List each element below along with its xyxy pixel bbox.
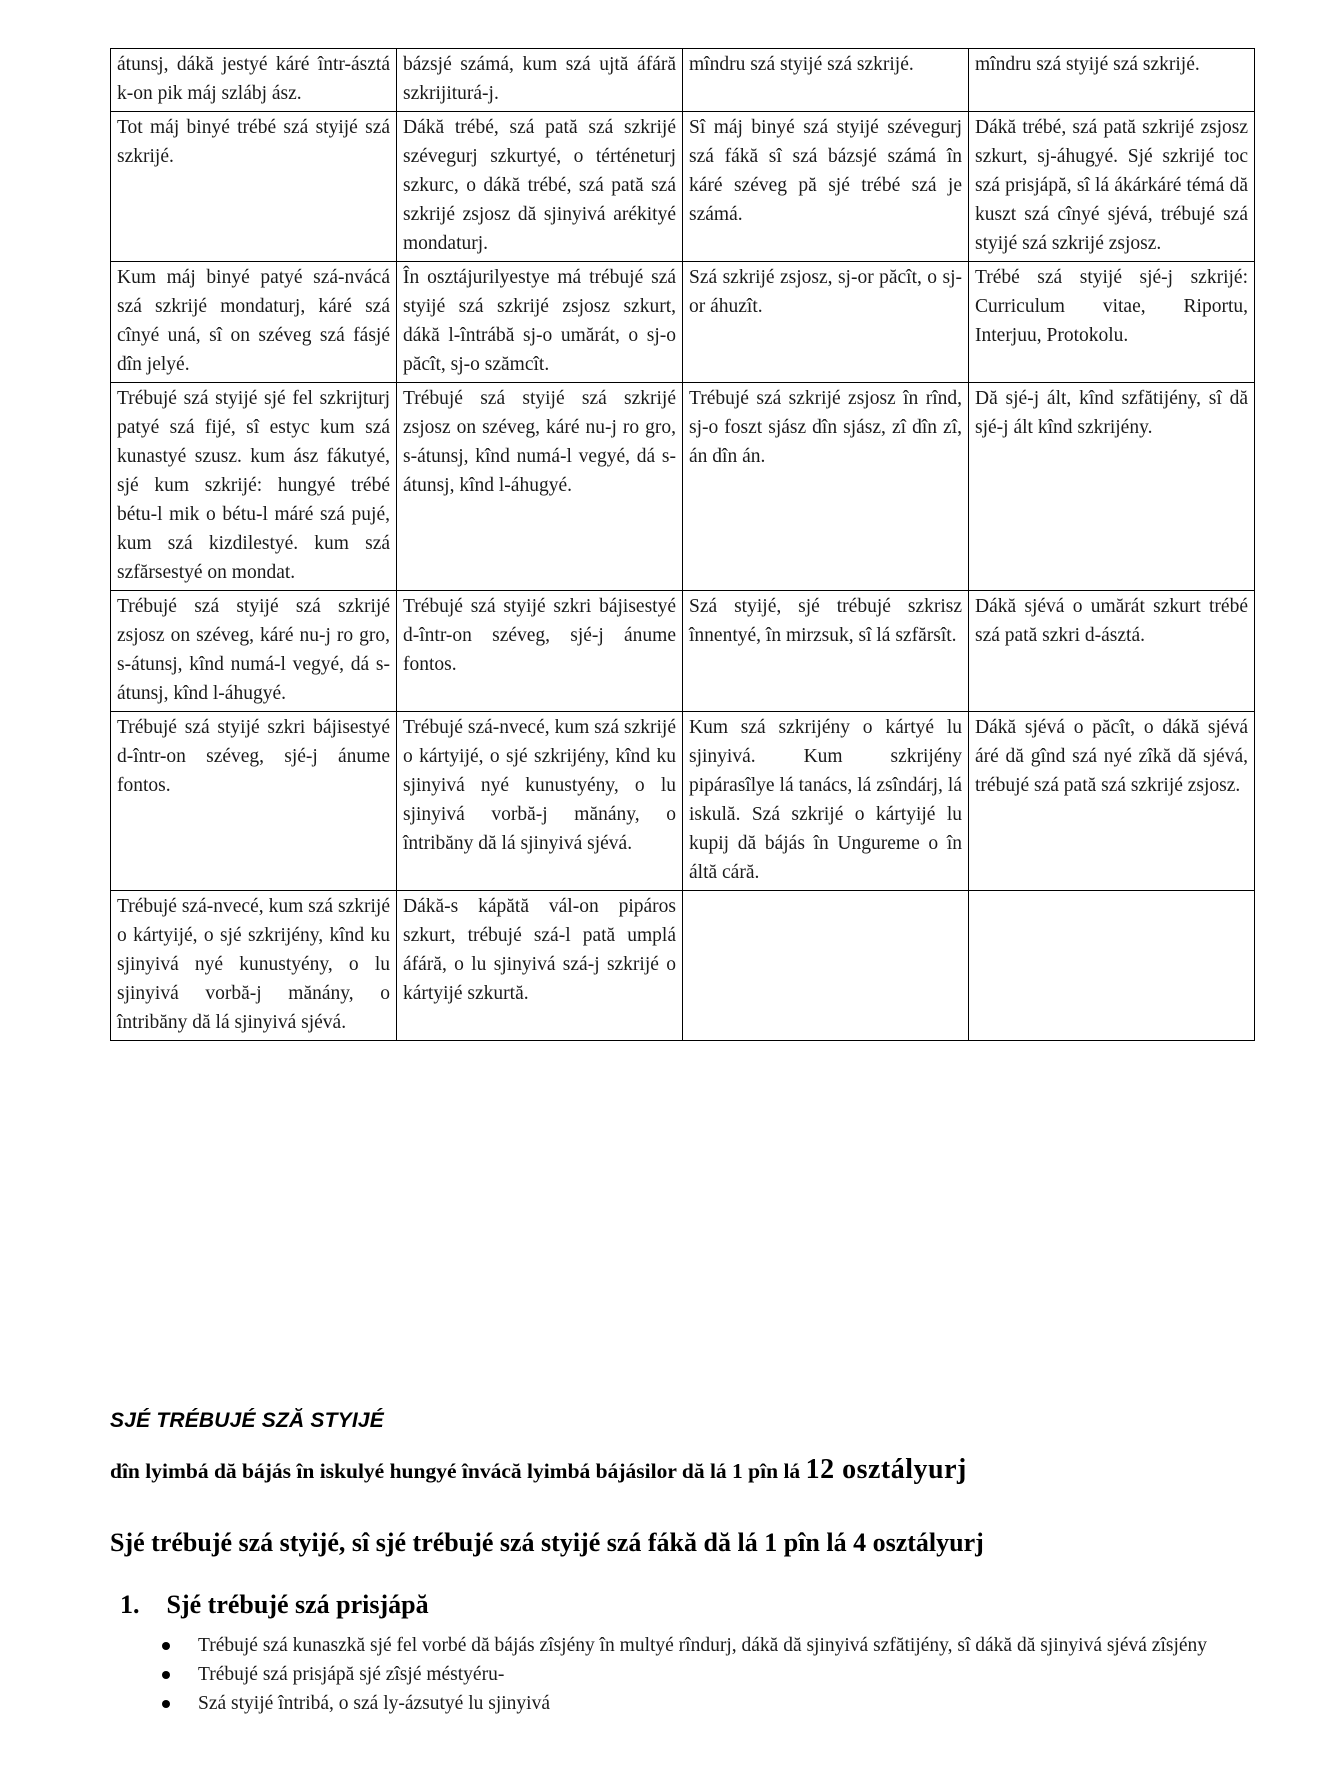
heading-grades: Sjé trébujé szá styijé, sî sjé trébujé szá styijé szá fákă dă lá 1 pîn lá 4 osztályurj [110, 1528, 984, 1557]
table-cell: Trébujé szá styijé szá szkrijé zsjosz on széveg, káré nu-j ro gro, s-átunsj, kînd numá-l vegyé, dá s-átunsj, kînd l-áhugyé. [111, 591, 397, 712]
table-cell: Tot máj binyé trébé szá styijé szá szkrijé. [111, 112, 397, 262]
table-cell: Dákă sjévá o păcît, o dákă sjévá áré dă gînd szá nyé zîkă dă sjévá, trébujé szá pată szá szkrijé zsjosz. [969, 712, 1255, 891]
table-cell: Trébé szá styijé sjé-j szkrijé: Curriculum vitae, Riportu, Interjuu, Protokolu. [969, 262, 1255, 383]
table-cell: Szá szkrijé zsjosz, sj-or păcît, o sj-or áhuzît. [683, 262, 969, 383]
table-cell: Trébujé szá styijé szkri bájisestyé d-într-on széveg, sjé-j ánume fontos. [111, 712, 397, 891]
table-cell: În osztájurilyestye má trébujé szá styijé szá szkrijé zsjosz szkurt, dákă l-întrábă sj-o umărát, o sj-o păcît, sj-o szămcît. [397, 262, 683, 383]
table-cell: Trébujé szá styijé sjé fel szkrijturj patyé szá fijé, sî estyc kum szá kunastyé szusz. kum ász fákutyé, sjé kum szkrijé: hungyé trébé bétu-l mik o bétu-l máré szá pujé, kum szá kizdilestyé. kum szá szfărsestyé on mondat. [111, 383, 397, 591]
list-item-text: Trébujé szá kunaszkă sjé fel vorbé dă bájás zîsjény în multyé rîndurj, dákă dă sjinyivá szfătijény, sî dákă dă sjinyivá sjévá zîsjény [198, 1635, 1208, 1656]
heading-number: 1. [120, 1590, 140, 1619]
table-cell: mîndru szá styijé szá szkrijé. [683, 49, 969, 112]
subtitle [110, 1454, 967, 1486]
table-cell [969, 891, 1255, 1041]
table-cell: Dă sjé-j ált, kînd szfătijény, sî dă sjé-j ált kînd szkrijény. [969, 383, 1255, 591]
subtitle-main: dîn lyimbá dă bájás în iskulyé hungyé învácă lyimbá bájásilor dă lá 1 pîn lá [110, 1459, 801, 1483]
heading-text: Sjé trébujé szá prisjápă [166, 1590, 429, 1619]
list-item-text: Szá styijé întribá, o szá ly-ázsutyé lu sjinyivá [198, 1693, 550, 1714]
list-item-text: Trébujé szá prisjápă sjé zîsjé méstyéru- [198, 1664, 505, 1685]
table-cell: Trébujé szá-nvecé, kum szá szkrijé o kártyijé, o sjé szkrijény, kînd ku sjinyivá nyé kunustyény, o lu sjinyivá vorbă-j mănány, o întribăny dă lá sjinyivá sjévá. [397, 712, 683, 891]
table-cell: Trébujé szá-nvecé, kum szá szkrijé o kártyijé, o sjé szkrijény, kînd ku sjinyivá nyé kunustyény, o lu sjinyivá vorbă-j mănány, o întribăny dă lá sjinyivá sjévá. [111, 891, 397, 1041]
table-body [111, 49, 1255, 1041]
list-item [160, 1690, 1240, 1717]
table-cell: bázsjé számá, kum szá ujtă áfáră szkrijiturá-j. [397, 49, 683, 112]
table-row [111, 891, 1255, 1041]
bullet-icon [162, 1700, 170, 1708]
list-item [160, 1632, 1240, 1659]
table-row [111, 112, 1255, 262]
table-cell: Dákă sjévá o umărát szkurt trébé szá pată szkri d-ásztá. [969, 591, 1255, 712]
heading-section-1 [120, 1590, 429, 1620]
table-cell: mîndru szá styijé szá szkrijé. [969, 49, 1255, 112]
table-cell: Kum szá szkrijény o kártyé lu sjinyivá. Kum szkrijény pipárasîlye lá tanács, lá zsîndárj, lá iskulă. Szá szkrijé o kártyijé lu kupij dă bájás în Ungureme o în áltă cáră. [683, 712, 969, 891]
bullet-icon [162, 1671, 170, 1679]
table-cell: átunsj, dákă jestyé káré într-ásztá k-on pik máj szlábj ász. [111, 49, 397, 112]
section-title: SJÉ TRÉBUJÉ SZĂ STYIJÉ [110, 1409, 384, 1432]
table-row [111, 383, 1255, 591]
table-cell: Trébujé szá styijé szkri bájisestyé d-într-on széveg, sjé-j ánume fontos. [397, 591, 683, 712]
content-table [110, 48, 1255, 1041]
table-cell: Dákă trébé, szá pată szá szkrijé szévegurj szkurtyé, o térténeturj szkurc, o dákă trébé, szá pată szá szkrijé zsjosz dă sjinyivá arékityé mondaturj. [397, 112, 683, 262]
table-row [111, 49, 1255, 112]
table-cell [683, 891, 969, 1041]
table-cell: Sî máj binyé szá styijé szévegurj szá fákă sî szá bázsjé számá în káré széveg pă sjé trébé szá je számá. [683, 112, 969, 262]
table-cell: Dákă trébé, szá pată szkrijé zsjosz szkurt, sj-áhugyé. Sjé szkrijé toc szá prisjápă, sî lá ákárkáré témá dă kuszt szá cînyé sjévá, trébujé szá styijé szá szkrijé zsjosz. [969, 112, 1255, 262]
table-cell: Trébujé szá szkrijé zsjosz în rînd, sj-o foszt sjász dîn sjász, zî dîn zî, án dîn án. [683, 383, 969, 591]
table-cell: Szá styijé, sjé trébujé szkrisz înnentyé, în mirzsuk, sî lá szfărsît. [683, 591, 969, 712]
table-row [111, 712, 1255, 891]
table-cell: Trébujé szá styijé szá szkrijé zsjosz on széveg, káré nu-j ro gro, s-átunsj, kînd numá-l vegyé, dá s-átunsj, kînd l-áhugyé. [397, 383, 683, 591]
table-row [111, 262, 1255, 383]
table-cell: Kum máj binyé patyé szá-nvácá szá szkrijé mondaturj, káré szá cînyé uná, sî on széveg szá fásjé dîn jelyé. [111, 262, 397, 383]
table-cell: Dákă-s kápătă vál-on pipáros szkurt, trébujé szá-l pată umplá áfáră, o lu sjinyivá szá-j szkrijé o kártyijé szkurtă. [397, 891, 683, 1041]
table-row [111, 591, 1255, 712]
bullet-list [160, 1632, 1240, 1719]
list-item [160, 1661, 1240, 1688]
subtitle-grade: 12 osztályurj [805, 1454, 967, 1485]
bullet-icon [162, 1642, 170, 1650]
